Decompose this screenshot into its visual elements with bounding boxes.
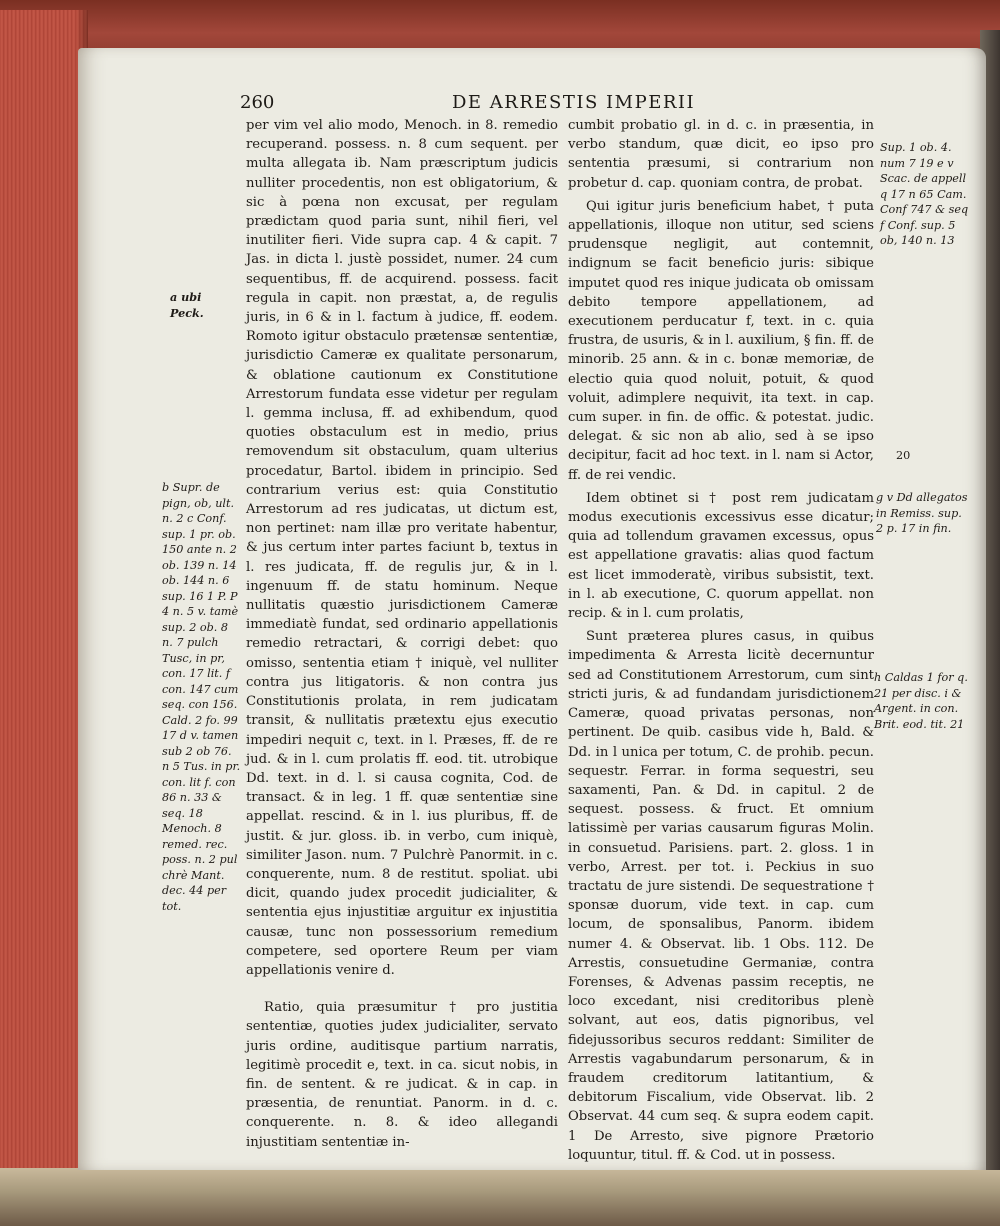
paragraph: per vim vel alio modo, Menoch. in 8. remedio recuperand. possess. n. 8 cum sequent. per multa allegata ib. Nam præscriptum judicis nulliter procedentis, non est obligatorium, & sic à pœna non excusat, per regulam prædictam quod paria sunt, nihil fieri, vel inutiliter fieri. Vide supra cap. 4 & capit. 7 Jas. in dicta l. justè possidet, numer. 24 cum sequentibus, ff. de acquirend. possess. facit regula in capit. non præstat, a, de regulis juris, in 6 & in l. factum à judice, ff. eodem. Romoto igitur obstaculo prætensæ sententiæ, jurisdictio Cameræ ex qualitate personarum, & oblatione cautionum ex Constitutione Arrestorum fundata esse videtur per regulam l. gemma inclusa, ff. ad exhibendum, quod quoties obstaculum est in medio, prius removendum sit obstaculum, quam ulterius procedatur, Bartol. ibidem in principio. Sed contrarium verius est: quia Constitutio Arrestorum ad res judicatas, ut dictum est, non pertinet: nam illæ pro veritate habentur, & jus certum inter partes faciunt b, textus in l. res judicata, ff. de regulis jur, & in l. ingenuum ff. de statu hominum. Neque nullitatis quæstio jurisdictionem Cameræ immediatè fundat, sed ordinario appellationis remedio retractari, & corrigi debet: quo omisso, sententia etiam † iniquè, vel nulliter contra jus litigatoris. & non contra jus Constitutionis prolata, in rem judicatam transit, & nullitatis prætextu ejus executio impediri nequit c, text. in l. Præses, ff. de re jud. & in l. cum prolatis ff. eod. tit. utrobique Dd. text. in d. l. si causa cognita, Cod. de transact. & in leg. 1 ff. quæ sententiæ sine appellat. rescind. & in l. ius pluribus, ff. de justit. & jur. gloss. ib. in verbo, cum iniquè, similiter Jason. num. 7 Pulchrè Panormit. in c. conquerente, num. 8 de restitut. spoliat. ubi dicit, quando judex procedit judicialiter, & sententia ejus injustitiæ arguitur ex injustitia causæ, tunc non possessorium remedium competere, sed oportere Reum per viam appellationis venire d. xyxy=(246,118,558,978)
marginal-note-left-a: a ubi Peck. xyxy=(170,290,204,320)
marginal-note-right-d: h Caldas 1 for q. 21 per disc. i & Argent. in con. Brit. eod. tit. 21 xyxy=(874,671,968,731)
paragraph: Sunt præterea plures casus, in quibus impedimenta & Arresta licitè decernuntur sed ad Constitutionem Arrestorum, cum sint stricti juris, & ad fundandam jurisdictionem Cameræ, quoad privatas personas, non pertinent. De quib. casibus vide h, Bald. & Dd. in l unica per totum, C. de prohib. pecun. sequestr. Ferrar. in forma sequestri, seu saxamenti, Pan. & Dd. in capitul. 2 de sequest. possess. & fruct. Et omnium latissimè per varias causarum figuras Molin. in consuetud. Parisiens. part. 2. gloss. 1 in verbo, Arrest. per tot. i. Peckius in suo tractatu de jure sistendi. De sequestratione † sponsæ duorum, vide text. in cap. cum locum, de sponsalibus, Panorm. ibidem numer 4. & Observat. lib. 1 Obs. 112. De Arrestis, consuetudine Germaniæ, contra Forenses, & Advenas passim receptis, ne loco excedant, nisi creditoribus plenè solvant, aut eos, datis pignoribus, vel fidejussoribus securos reddant: Similiter de Arrestis vagabundarum personarum, & in fraudem creditorum latitantium, & debitorum Fiscalium, vide Observat. lib. 2 Observat. 44 cum seq. & supra eodem capit. 1 De Arresto, sive pignore Prætorio loquuntur, titul. ff. & Cod. ut in possess. xyxy=(568,629,874,1163)
paragraph: Qui igitur juris beneficium habet, † puta appellationis, illoque non utitur, sed sciens prudensque negligit, aut contemnit, indignum se facit beneficio juris: sibique imputet quod res inique judicata ob omissam debito tempore appellationem, ad executionem perducatur f, text. in c. quia frustra, de usuris, & in l. auxilium, § fin. ff. de minorib. 25 ann. & in c. bonæ memoriæ, de electio quia quod noluit, potuit, & quod voluit, adimplere nequivit, ita text. in cap. cum super. in fin. de offic. & potestat. judic. delegat. & sic non ab alio, sed à se ipso decipitur, facit ad hoc text. in l. nam si Actor, ff. de rei vendic. xyxy=(568,198,874,483)
left-text-column xyxy=(246,116,558,1150)
page-title: DE ARRESTIS IMPERII xyxy=(452,92,696,113)
paragraph: Idem obtinet si † post rem judicatam modus executionis excessivus esse dicatur; quia ad tollendum gravamen excessus, opus est appellatione gravatis: alias quod factum est licet immoderatè, viribus subsistit, text. in l. ab executione, C. quorum appellat. non recip. & in l. cum prolatis, xyxy=(568,490,874,622)
book-bottom-edge xyxy=(0,1168,1000,1226)
right-text-column xyxy=(568,116,874,1163)
marginal-note-right-c: g v Dd allegatos in Remiss. sup. 2 p. 17 in fin. xyxy=(876,491,968,535)
marginal-note-left-b: b Supr. de pign, ob, ult. n. 2 c Conf. sup. 1 pr. ob. 150 ante n. 2 ob. 139 n. 14 ob. 144 n. 6 sup. 16 1 P. P 4 n. 5 v. tamè sup. 2 ob. 8 n. 7 pulch Tusc, in pr, con. 17 lit. f con. 147 cum seq. con 156. Cald. 2 fo. 99 17 d v. tamen sub 2 ob 76. n 5 Tus. in pr. con. lit f. con 86 n. 33 & seq. 18 Menoch. 8 remed. rec. poss. n. 2 pul chrè Mant. dec. 44 per tot. xyxy=(162,481,241,913)
marginal-note-right-a: Sup. 1 ob. 4. num 7 19 e v Scac. de appell q 17 n 65 Cam. Conf 747 & seq f Conf. sup. 5 ob, 140 n. 13 xyxy=(880,141,969,247)
book-page-edges xyxy=(0,10,88,1226)
paragraph: cumbit probatio gl. in d. c. in præsentia, in verbo standum, quæ dicit, eo ipso pro sententia præsumi, si contrarium non probetur d. cap. quoniam contra, de probat. xyxy=(568,118,874,191)
page-number: 260 xyxy=(240,92,275,113)
running-head xyxy=(0,92,1000,116)
paragraph: Ratio, quia præsumitur † pro justitia sententiæ, quoties judex judicialiter, servato juris ordine, auditisque partium narratis, legitimè procedit e, text. in ca. sicut nobis, in fin. de sentent. & re judicat. & in cap. in præsentia, de renuntiat. Panorm. in d. c. conquerente. n. 8. & ideo allegandi injustitiam sententiæ in- xyxy=(246,1000,558,1150)
marginal-note-right-b: 20 xyxy=(896,449,911,462)
